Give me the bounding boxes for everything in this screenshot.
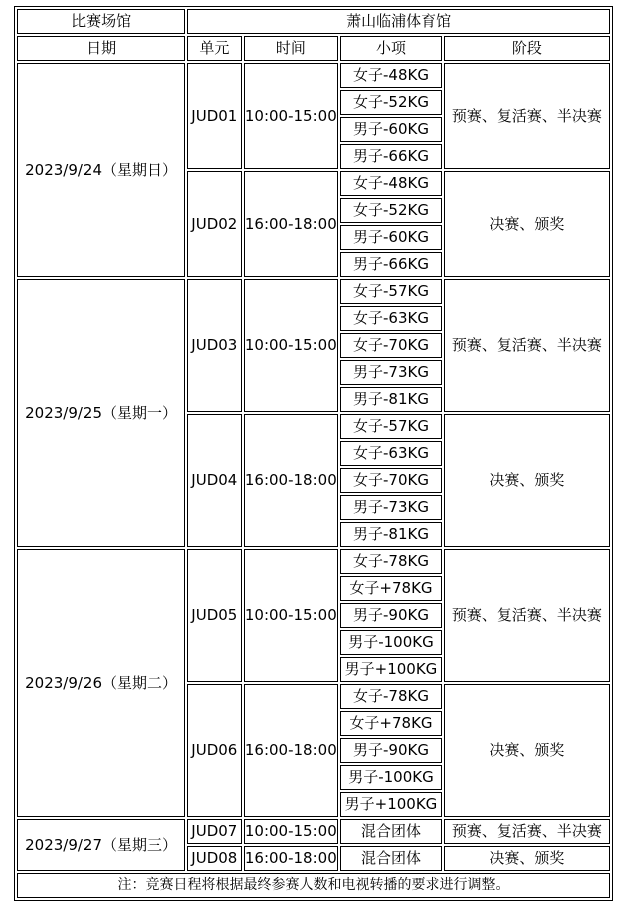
unit-cell: JUD03 bbox=[187, 279, 241, 412]
event-cell: 女子-70KG bbox=[340, 468, 442, 493]
stage-header: 阶段 bbox=[444, 36, 610, 61]
date-cell: 2023/9/27（星期三） bbox=[17, 819, 185, 871]
venue-row bbox=[17, 9, 610, 34]
event-cell: 男子+100KG bbox=[340, 792, 442, 817]
stage-cell: 决赛、颁奖 bbox=[444, 414, 610, 547]
event-cell: 男子-90KG bbox=[340, 738, 442, 763]
event-cell: 男子-66KG bbox=[340, 144, 442, 169]
event-cell: 女子-57KG bbox=[340, 279, 442, 304]
event-cell: 女子-48KG bbox=[340, 63, 442, 88]
event-cell: 男子-60KG bbox=[340, 117, 442, 142]
event-cell: 男子-90KG bbox=[340, 603, 442, 628]
unit-header: 单元 bbox=[187, 36, 241, 61]
date-cell: 2023/9/26（星期二） bbox=[17, 549, 185, 817]
unit-cell: JUD04 bbox=[187, 414, 241, 547]
event-cell: 男子-60KG bbox=[340, 225, 442, 250]
time-cell: 16:00-18:00 bbox=[244, 171, 339, 277]
time-cell: 10:00-15:00 bbox=[244, 549, 339, 682]
venue-name-cell: 萧山临浦体育馆 bbox=[187, 9, 610, 34]
schedule-wrapper bbox=[14, 6, 613, 901]
stage-cell: 决赛、颁奖 bbox=[444, 684, 610, 817]
event-cell: 混合团体 bbox=[340, 846, 442, 871]
time-header: 时间 bbox=[244, 36, 339, 61]
stage-cell: 预赛、复活赛、半决赛 bbox=[444, 63, 610, 169]
schedule-note: 注：竞赛日程将根据最终参赛人数和电视转播的要求进行调整。 bbox=[17, 873, 610, 898]
time-cell: 16:00-18:00 bbox=[244, 846, 339, 871]
unit-cell: JUD07 bbox=[187, 819, 241, 844]
event-cell: 男子-73KG bbox=[340, 495, 442, 520]
event-cell: 男子-100KG bbox=[340, 630, 442, 655]
unit-cell: JUD01 bbox=[187, 63, 241, 169]
event-cell: 女子-78KG bbox=[340, 684, 442, 709]
note-row bbox=[17, 873, 610, 898]
event-cell: 男子-73KG bbox=[340, 360, 442, 385]
venue-label-cell: 比赛场馆 bbox=[17, 9, 185, 34]
event-cell: 混合团体 bbox=[340, 819, 442, 844]
date-header: 日期 bbox=[17, 36, 185, 61]
time-cell: 10:00-15:00 bbox=[244, 279, 339, 412]
unit-cell: JUD06 bbox=[187, 684, 241, 817]
event-cell: 女子-52KG bbox=[340, 198, 442, 223]
event-cell: 女子-70KG bbox=[340, 333, 442, 358]
table-row bbox=[17, 279, 610, 304]
event-cell: 女子+78KG bbox=[340, 576, 442, 601]
unit-cell: JUD02 bbox=[187, 171, 241, 277]
unit-cell: JUD05 bbox=[187, 549, 241, 682]
unit-cell: JUD08 bbox=[187, 846, 241, 871]
time-cell: 10:00-15:00 bbox=[244, 63, 339, 169]
time-cell: 16:00-18:00 bbox=[244, 684, 339, 817]
event-cell: 男子-66KG bbox=[340, 252, 442, 277]
table-row bbox=[17, 63, 610, 88]
competition-schedule-table bbox=[14, 6, 613, 901]
time-cell: 16:00-18:00 bbox=[244, 414, 339, 547]
stage-cell: 预赛、复活赛、半决赛 bbox=[444, 279, 610, 412]
column-header-row bbox=[17, 36, 610, 61]
table-row bbox=[17, 549, 610, 574]
stage-cell: 预赛、复活赛、半决赛 bbox=[444, 819, 610, 844]
event-cell: 男子-100KG bbox=[340, 765, 442, 790]
stage-cell: 预赛、复活赛、半决赛 bbox=[444, 549, 610, 682]
event-cell: 男子-81KG bbox=[340, 522, 442, 547]
event-header: 小项 bbox=[340, 36, 442, 61]
event-cell: 女子-52KG bbox=[340, 90, 442, 115]
table-row bbox=[17, 819, 610, 844]
event-cell: 女子-48KG bbox=[340, 171, 442, 196]
event-cell: 女子-63KG bbox=[340, 441, 442, 466]
time-cell: 10:00-15:00 bbox=[244, 819, 339, 844]
date-cell: 2023/9/24（星期日） bbox=[17, 63, 185, 277]
stage-cell: 决赛、颁奖 bbox=[444, 171, 610, 277]
event-cell: 女子-63KG bbox=[340, 306, 442, 331]
date-cell: 2023/9/25（星期一） bbox=[17, 279, 185, 547]
schedule-body bbox=[17, 9, 610, 871]
event-cell: 女子+78KG bbox=[340, 711, 442, 736]
event-cell: 男子+100KG bbox=[340, 657, 442, 682]
event-cell: 女子-78KG bbox=[340, 549, 442, 574]
event-cell: 女子-57KG bbox=[340, 414, 442, 439]
stage-cell: 决赛、颁奖 bbox=[444, 846, 610, 871]
event-cell: 男子-81KG bbox=[340, 387, 442, 412]
